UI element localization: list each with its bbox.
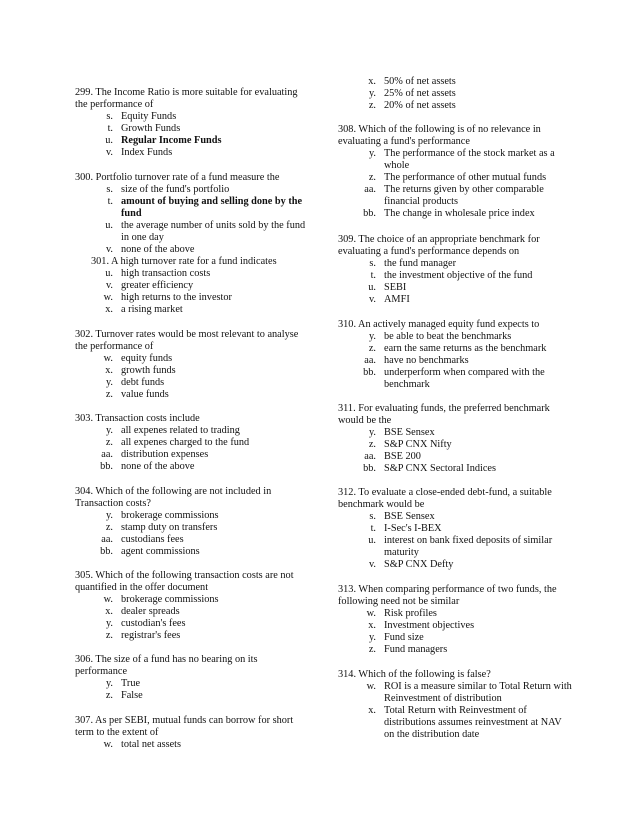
option-text: Total Return with Reinvestment of distributions assumes reinvestment at NAV on the distribution date	[384, 705, 562, 740]
answer-option	[338, 343, 572, 355]
answer-option	[338, 100, 572, 112]
question-stem: 310. An actively managed equity fund expects to	[338, 319, 540, 330]
answer-option	[338, 258, 572, 270]
option-label: bb.	[100, 546, 113, 557]
answer-option	[75, 280, 307, 292]
option-text: underperform when compared with the benchmark	[384, 367, 545, 390]
answer-option	[338, 294, 572, 306]
option-text: brokerage commissions	[121, 594, 219, 605]
question	[75, 654, 307, 702]
option-label: s.	[369, 511, 376, 522]
answer-option	[338, 208, 572, 220]
option-text: S&P CNX Nifty	[384, 439, 452, 450]
question-stem: 307. As per SEBI, mutual funds can borrow for short term to the extent of	[75, 715, 294, 738]
answer-option	[338, 620, 572, 632]
option-label: v.	[105, 280, 113, 291]
question	[338, 124, 572, 220]
option-label: z.	[368, 644, 376, 655]
answer-option	[338, 367, 572, 391]
option-text: growth funds	[121, 365, 176, 376]
option-text: debt funds	[121, 377, 165, 388]
answer-option	[338, 184, 572, 208]
option-text: BSE Sensex	[384, 511, 435, 522]
answer-option	[338, 632, 572, 644]
question	[75, 486, 307, 558]
option-text: stamp duty on transfers	[121, 522, 218, 533]
answer-option	[75, 196, 307, 220]
option-text: Investment objectives	[384, 620, 475, 631]
answer-option	[75, 123, 307, 135]
question	[75, 87, 307, 159]
option-label: w.	[103, 353, 113, 364]
answer-option	[75, 618, 307, 630]
question	[75, 715, 307, 751]
answer-option	[75, 449, 307, 461]
question	[75, 413, 307, 473]
question-stem: 314. Which of the following is false?	[338, 669, 491, 680]
option-text: S&P CNX Defty	[384, 559, 454, 570]
option-text: value funds	[121, 389, 169, 400]
option-label: v.	[105, 244, 113, 255]
option-label: z.	[368, 439, 376, 450]
question	[338, 669, 572, 741]
option-label: s.	[106, 111, 113, 122]
option-text: BSE 200	[384, 451, 421, 462]
answer-option	[338, 76, 572, 88]
option-label: v.	[105, 147, 113, 158]
option-label: u.	[105, 135, 113, 146]
option-text: 20% of net assets	[384, 100, 456, 111]
question-stem: 306. The size of a fund has no bearing on its performance	[75, 654, 258, 677]
option-label: z.	[368, 343, 376, 354]
answer-option	[75, 244, 307, 256]
option-text: distribution expenses	[121, 449, 209, 460]
option-text: interest on bank fixed deposits of similar maturity	[384, 535, 553, 558]
answer-option	[338, 644, 572, 656]
option-label: s.	[106, 184, 113, 195]
option-label: z.	[105, 437, 113, 448]
option-text: all expenes related to trading	[121, 425, 240, 436]
option-text: the fund manager	[384, 258, 457, 269]
answer-option	[338, 427, 572, 439]
question	[75, 329, 307, 401]
answer-option	[75, 220, 307, 244]
option-label: y.	[105, 425, 113, 436]
answer-option	[338, 705, 572, 741]
option-text: a rising market	[121, 304, 183, 315]
option-text: none of the above	[121, 461, 195, 472]
question-stem: 299. The Income Ratio is more suitable for evaluating the performance of	[75, 87, 298, 110]
option-text: all expenes charged to the fund	[121, 437, 250, 448]
option-text: Fund size	[384, 632, 424, 643]
option-label: v.	[368, 294, 376, 305]
option-label: bb.	[100, 461, 113, 472]
option-text: I-Sec's I-BEX	[384, 523, 442, 534]
question-stem: 301. A high turnover rate for a fund indicates	[91, 256, 277, 267]
option-label: x.	[368, 76, 376, 87]
question-continuation	[338, 76, 572, 112]
question-stem: 302. Turnover rates would be most relevant to analyse the performance of	[75, 329, 299, 352]
answer-option	[338, 451, 572, 463]
option-label: w.	[103, 594, 113, 605]
answer-option	[75, 510, 307, 522]
option-label: y.	[368, 427, 376, 438]
option-label: bb.	[363, 208, 376, 219]
option-text: the average number of units sold by the fund in one day	[121, 220, 306, 243]
answer-option	[75, 292, 307, 304]
option-label: x.	[105, 606, 113, 617]
option-text: high returns to the investor	[121, 292, 232, 303]
option-label: bb.	[363, 463, 376, 474]
answer-option	[75, 425, 307, 437]
answer-option	[75, 377, 307, 389]
option-label: bb.	[363, 367, 376, 378]
option-label: w.	[103, 739, 113, 750]
question	[338, 234, 572, 306]
answer-option	[75, 690, 307, 702]
option-label: aa.	[364, 355, 376, 366]
answer-option	[75, 365, 307, 377]
option-text: registrar's fees	[121, 630, 181, 641]
question-stem: 309. The choice of an appropriate benchmark for evaluating a fund's performance depends on	[338, 234, 540, 257]
option-text: agent commissions	[121, 546, 200, 557]
answer-option	[75, 630, 307, 642]
question-stem: 312. To evaluate a close-ended debt-fund, a suitable benchmark would be	[338, 487, 552, 510]
option-text: SEBI	[384, 282, 407, 293]
option-text: Fund managers	[384, 644, 448, 655]
question-stem: 303. Transaction costs include	[75, 413, 200, 424]
option-label: aa.	[364, 184, 376, 195]
answer-option	[338, 439, 572, 451]
option-label: y.	[368, 148, 376, 159]
option-label: z.	[105, 630, 113, 641]
option-label: x.	[105, 304, 113, 315]
option-label: t.	[107, 123, 113, 134]
answer-option	[75, 389, 307, 401]
answer-option	[75, 184, 307, 196]
option-text: earn the same returns as the benchmark	[384, 343, 547, 354]
answer-option	[338, 148, 572, 172]
answer-option	[75, 268, 307, 280]
option-label: s.	[369, 258, 376, 269]
answer-option	[338, 608, 572, 620]
option-text: brokerage commissions	[121, 510, 219, 521]
option-text: size of the fund's portfolio	[121, 184, 230, 195]
option-label: z.	[105, 389, 113, 400]
question-stem: 313. When comparing performance of two funds, the following need not be similar	[338, 584, 557, 607]
option-label: t.	[107, 196, 113, 207]
option-label: u.	[105, 220, 113, 231]
option-text: total net assets	[121, 739, 182, 750]
option-label: y.	[105, 678, 113, 689]
option-text: have no benchmarks	[384, 355, 469, 366]
option-text: The performance of the stock market as a whole	[384, 148, 555, 171]
option-text: Risk profiles	[384, 608, 437, 619]
answer-option	[338, 270, 572, 282]
question-stem: 300. Portfolio turnover rate of a fund measure the	[75, 172, 280, 183]
answer-option	[75, 534, 307, 546]
answer-option	[75, 461, 307, 473]
option-label: y.	[368, 331, 376, 342]
option-label: z.	[368, 172, 376, 183]
question-stem: 308. Which of the following is of no relevance in evaluating a fund's performance	[338, 124, 541, 147]
option-label: u.	[105, 268, 113, 279]
option-label: y.	[105, 618, 113, 629]
answer-option	[338, 282, 572, 294]
option-label: z.	[368, 100, 376, 111]
option-text: The change in wholesale price index	[384, 208, 535, 219]
option-text: be able to beat the benchmarks	[384, 331, 512, 342]
option-label: z.	[105, 522, 113, 533]
option-text: False	[121, 690, 143, 701]
option-label: aa.	[101, 449, 113, 460]
option-text: the investment objective of the fund	[384, 270, 533, 281]
answer-option	[338, 172, 572, 184]
option-label: x.	[368, 705, 376, 716]
option-label: y.	[368, 88, 376, 99]
question	[75, 570, 307, 642]
option-text: custodian's fees	[121, 618, 186, 629]
option-label: w.	[366, 608, 376, 619]
option-text: Growth Funds	[121, 123, 181, 134]
answer-option	[75, 111, 307, 123]
option-label: w.	[103, 292, 113, 303]
answer-option	[75, 147, 307, 159]
option-label: aa.	[364, 451, 376, 462]
option-text: 25% of net assets	[384, 88, 456, 99]
answer-option	[75, 546, 307, 558]
option-text: True	[121, 678, 141, 689]
answer-option	[75, 606, 307, 618]
option-label: t.	[370, 523, 376, 534]
question	[338, 319, 572, 391]
answer-option	[75, 437, 307, 449]
answer-option	[338, 355, 572, 367]
answer-option	[75, 739, 307, 751]
question	[75, 172, 307, 256]
question	[338, 584, 572, 656]
option-label: v.	[368, 559, 376, 570]
answer-option	[338, 511, 572, 523]
answer-option	[338, 463, 572, 475]
answer-option	[338, 523, 572, 535]
answer-option	[75, 304, 307, 316]
answer-option	[338, 331, 572, 343]
option-text: Index Funds	[121, 147, 173, 158]
option-text: BSE Sensex	[384, 427, 435, 438]
option-text: Regular Income Funds	[121, 135, 222, 146]
option-label: y.	[105, 377, 113, 388]
option-text: Equity Funds	[121, 111, 177, 122]
answer-option	[75, 594, 307, 606]
option-label: x.	[368, 620, 376, 631]
answer-option	[75, 353, 307, 365]
answer-option	[338, 535, 572, 559]
option-text: greater efficiency	[121, 280, 194, 291]
option-text: ROI is a measure similar to Total Return with Reinvestment of distribution	[384, 681, 572, 704]
option-label: aa.	[101, 534, 113, 545]
option-label: y.	[105, 510, 113, 521]
answer-option	[338, 559, 572, 571]
answer-option	[338, 88, 572, 100]
option-label: t.	[370, 270, 376, 281]
option-text: The returns given by other comparable financial products	[384, 184, 544, 207]
question-stem: 311. For evaluating funds, the preferred benchmark would be the	[338, 403, 550, 426]
option-label: z.	[105, 690, 113, 701]
option-text: equity funds	[121, 353, 173, 364]
question-stem: 305. Which of the following transaction costs are not quantified in the offer document	[75, 570, 294, 593]
option-text: none of the above	[121, 244, 195, 255]
answer-option	[75, 135, 307, 147]
option-label: w.	[366, 681, 376, 692]
question	[338, 487, 572, 571]
option-text: The performance of other mutual funds	[384, 172, 547, 183]
question-stem: 304. Which of the following are not included in Transaction costs?	[75, 486, 272, 509]
question	[338, 403, 572, 475]
question	[75, 256, 307, 316]
answer-option	[75, 522, 307, 534]
option-text: amount of buying and selling done by the fund	[121, 196, 303, 219]
option-text: custodians fees	[121, 534, 184, 545]
option-text: 50% of net assets	[384, 76, 456, 87]
answer-option	[75, 678, 307, 690]
answer-option	[338, 681, 572, 705]
option-text: dealer spreads	[121, 606, 180, 617]
option-text: high transaction costs	[121, 268, 211, 279]
option-label: y.	[368, 632, 376, 643]
option-text: AMFI	[384, 294, 410, 305]
option-label: u.	[368, 535, 376, 546]
option-label: u.	[368, 282, 376, 293]
option-label: x.	[105, 365, 113, 376]
option-text: S&P CNX Sectoral Indices	[384, 463, 497, 474]
